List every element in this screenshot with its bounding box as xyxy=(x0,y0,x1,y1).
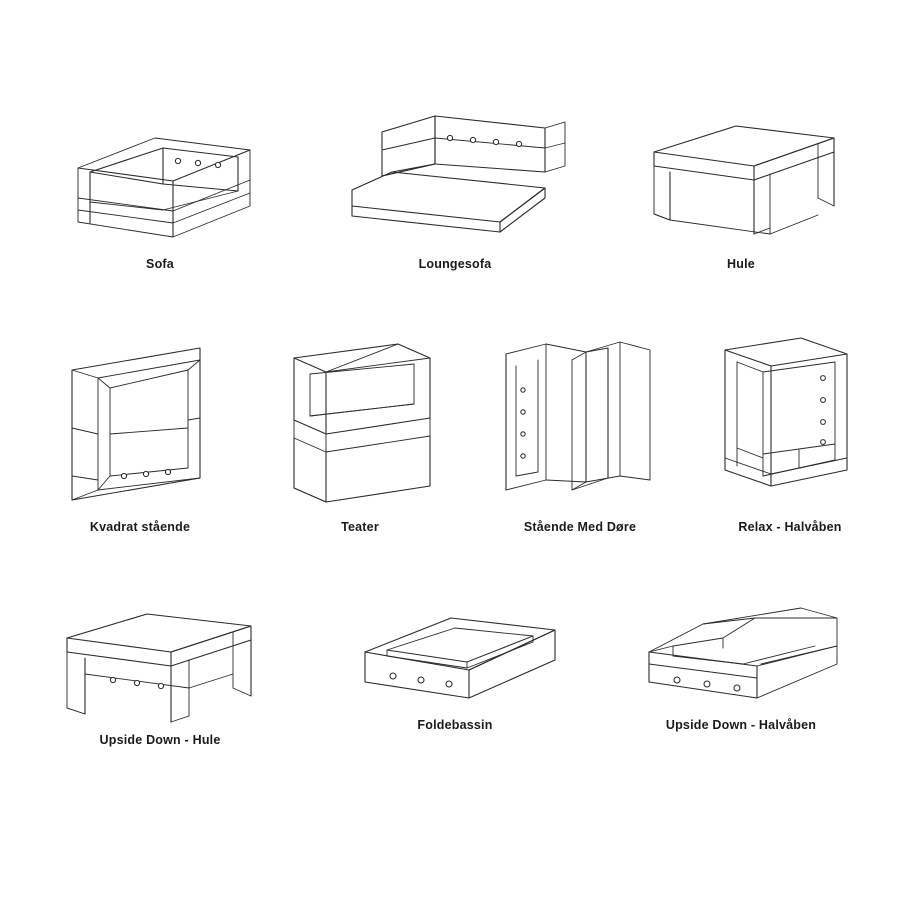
figure-card-hule[interactable] xyxy=(610,110,872,271)
figure-card-sofa[interactable] xyxy=(30,110,290,271)
staaende-med-doere-illustration xyxy=(490,330,670,510)
relax-halvaaben-illustration xyxy=(705,330,875,510)
foldebassin-illustration xyxy=(345,600,565,710)
figure-card-relax-halvaaben[interactable] xyxy=(680,330,900,534)
sofa-illustration xyxy=(60,110,260,245)
kvadrat-staaende-illustration xyxy=(50,330,230,510)
upside-down-hule-illustration xyxy=(55,600,265,725)
figure-card-upside-down-halvaaben[interactable] xyxy=(610,600,872,732)
figure-card-upside-down-hule[interactable] xyxy=(30,600,290,747)
figure-caption: Hule xyxy=(727,257,755,271)
figure-caption: Upside Down - Halvåben xyxy=(665,718,817,732)
figure-caption: Sofa xyxy=(146,257,174,271)
figure-caption: Upside Down - Hule xyxy=(99,733,221,747)
teater-illustration xyxy=(270,330,450,510)
figure-caption: Stående Med Døre xyxy=(523,520,637,534)
figure-caption: Foldebassin xyxy=(417,718,493,732)
hule-illustration xyxy=(636,110,846,245)
figure-caption: Kvadrat stående xyxy=(89,520,191,534)
figure-card-kvadrat-staaende[interactable] xyxy=(20,330,260,534)
figure-card-staaende-med-doere[interactable] xyxy=(470,330,690,534)
figure-card-foldebassin[interactable] xyxy=(320,600,590,732)
figure-caption: Relax - Halvåben xyxy=(738,520,842,534)
figure-card-loungesofa[interactable] xyxy=(320,110,590,271)
upside-down-halvaaben-illustration xyxy=(631,600,851,710)
figure-card-teater[interactable] xyxy=(250,330,470,534)
loungesofa-illustration xyxy=(340,110,570,245)
figure-caption: Loungesofa xyxy=(418,257,492,271)
figure-caption: Teater xyxy=(341,520,379,534)
